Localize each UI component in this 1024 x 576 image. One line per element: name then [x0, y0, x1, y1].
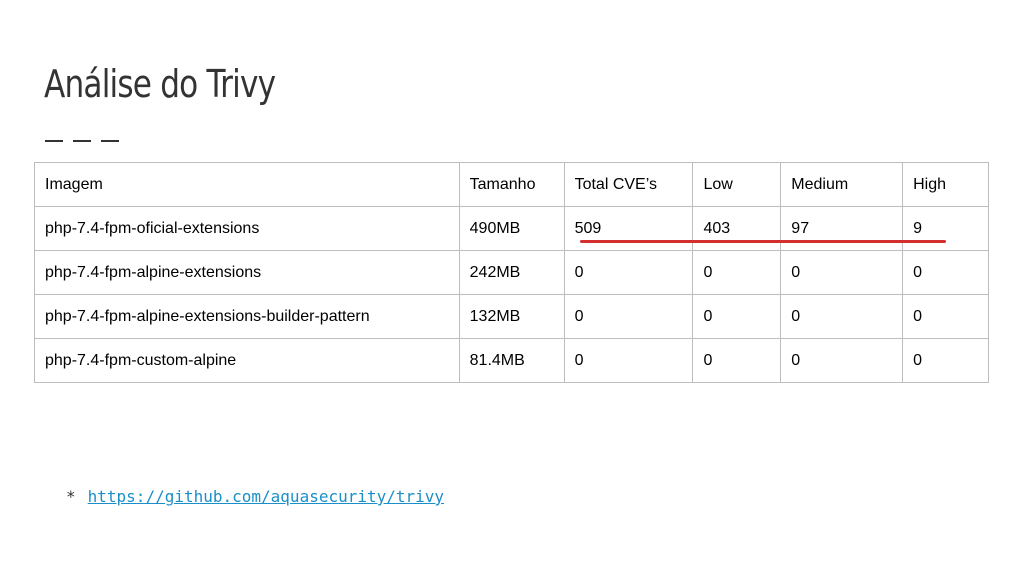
- table-header-row: [35, 163, 989, 207]
- cell-size: 81.4MB: [459, 339, 564, 383]
- table-row: [35, 251, 989, 295]
- cell-size: 242MB: [459, 251, 564, 295]
- table-row: [35, 207, 989, 251]
- cell-low: 0: [693, 295, 781, 339]
- dash: [101, 140, 119, 142]
- table-row: [35, 339, 989, 383]
- slide-title: Análise do Trivy: [44, 62, 276, 106]
- highlight-underline: [580, 240, 946, 243]
- cell-size: 490MB: [459, 207, 564, 251]
- cell-image: php-7.4-fpm-custom-alpine: [35, 339, 460, 383]
- cell-image: php-7.4-fpm-alpine-extensions-builder-pattern: [35, 295, 460, 339]
- title-underline-dashes: [45, 140, 119, 142]
- dash: [45, 140, 63, 142]
- cell-low: 0: [693, 251, 781, 295]
- dash: [73, 140, 91, 142]
- cell-size: 132MB: [459, 295, 564, 339]
- cell-high: 0: [903, 251, 989, 295]
- cell-high: 9: [903, 207, 989, 251]
- header-cell-high: High: [903, 163, 989, 207]
- cell-total-cves: 509: [564, 207, 693, 251]
- cell-high: 0: [903, 295, 989, 339]
- cell-image: php-7.4-fpm-oficial-extensions: [35, 207, 460, 251]
- cell-medium: 0: [781, 339, 903, 383]
- cell-medium: 97: [781, 207, 903, 251]
- cell-low: 403: [693, 207, 781, 251]
- header-cell-low: Low: [693, 163, 781, 207]
- trivy-results-table: [34, 162, 989, 383]
- cell-high: 0: [903, 339, 989, 383]
- cell-total-cves: 0: [564, 295, 693, 339]
- cell-low: 0: [693, 339, 781, 383]
- table-row: [35, 295, 989, 339]
- cell-total-cves: 0: [564, 339, 693, 383]
- cell-medium: 0: [781, 251, 903, 295]
- cell-medium: 0: [781, 295, 903, 339]
- cell-image: php-7.4-fpm-alpine-extensions: [35, 251, 460, 295]
- header-cell-size: Tamanho: [459, 163, 564, 207]
- header-cell-medium: Medium: [781, 163, 903, 207]
- header-cell-total-cves: Total CVE’s: [564, 163, 693, 207]
- cell-total-cves: 0: [564, 251, 693, 295]
- source-reference: [66, 487, 444, 506]
- trivy-github-link[interactable]: https://github.com/aquasecurity/trivy: [87, 487, 445, 506]
- header-cell-image: Imagem: [35, 163, 460, 207]
- bullet-marker: *: [66, 487, 76, 506]
